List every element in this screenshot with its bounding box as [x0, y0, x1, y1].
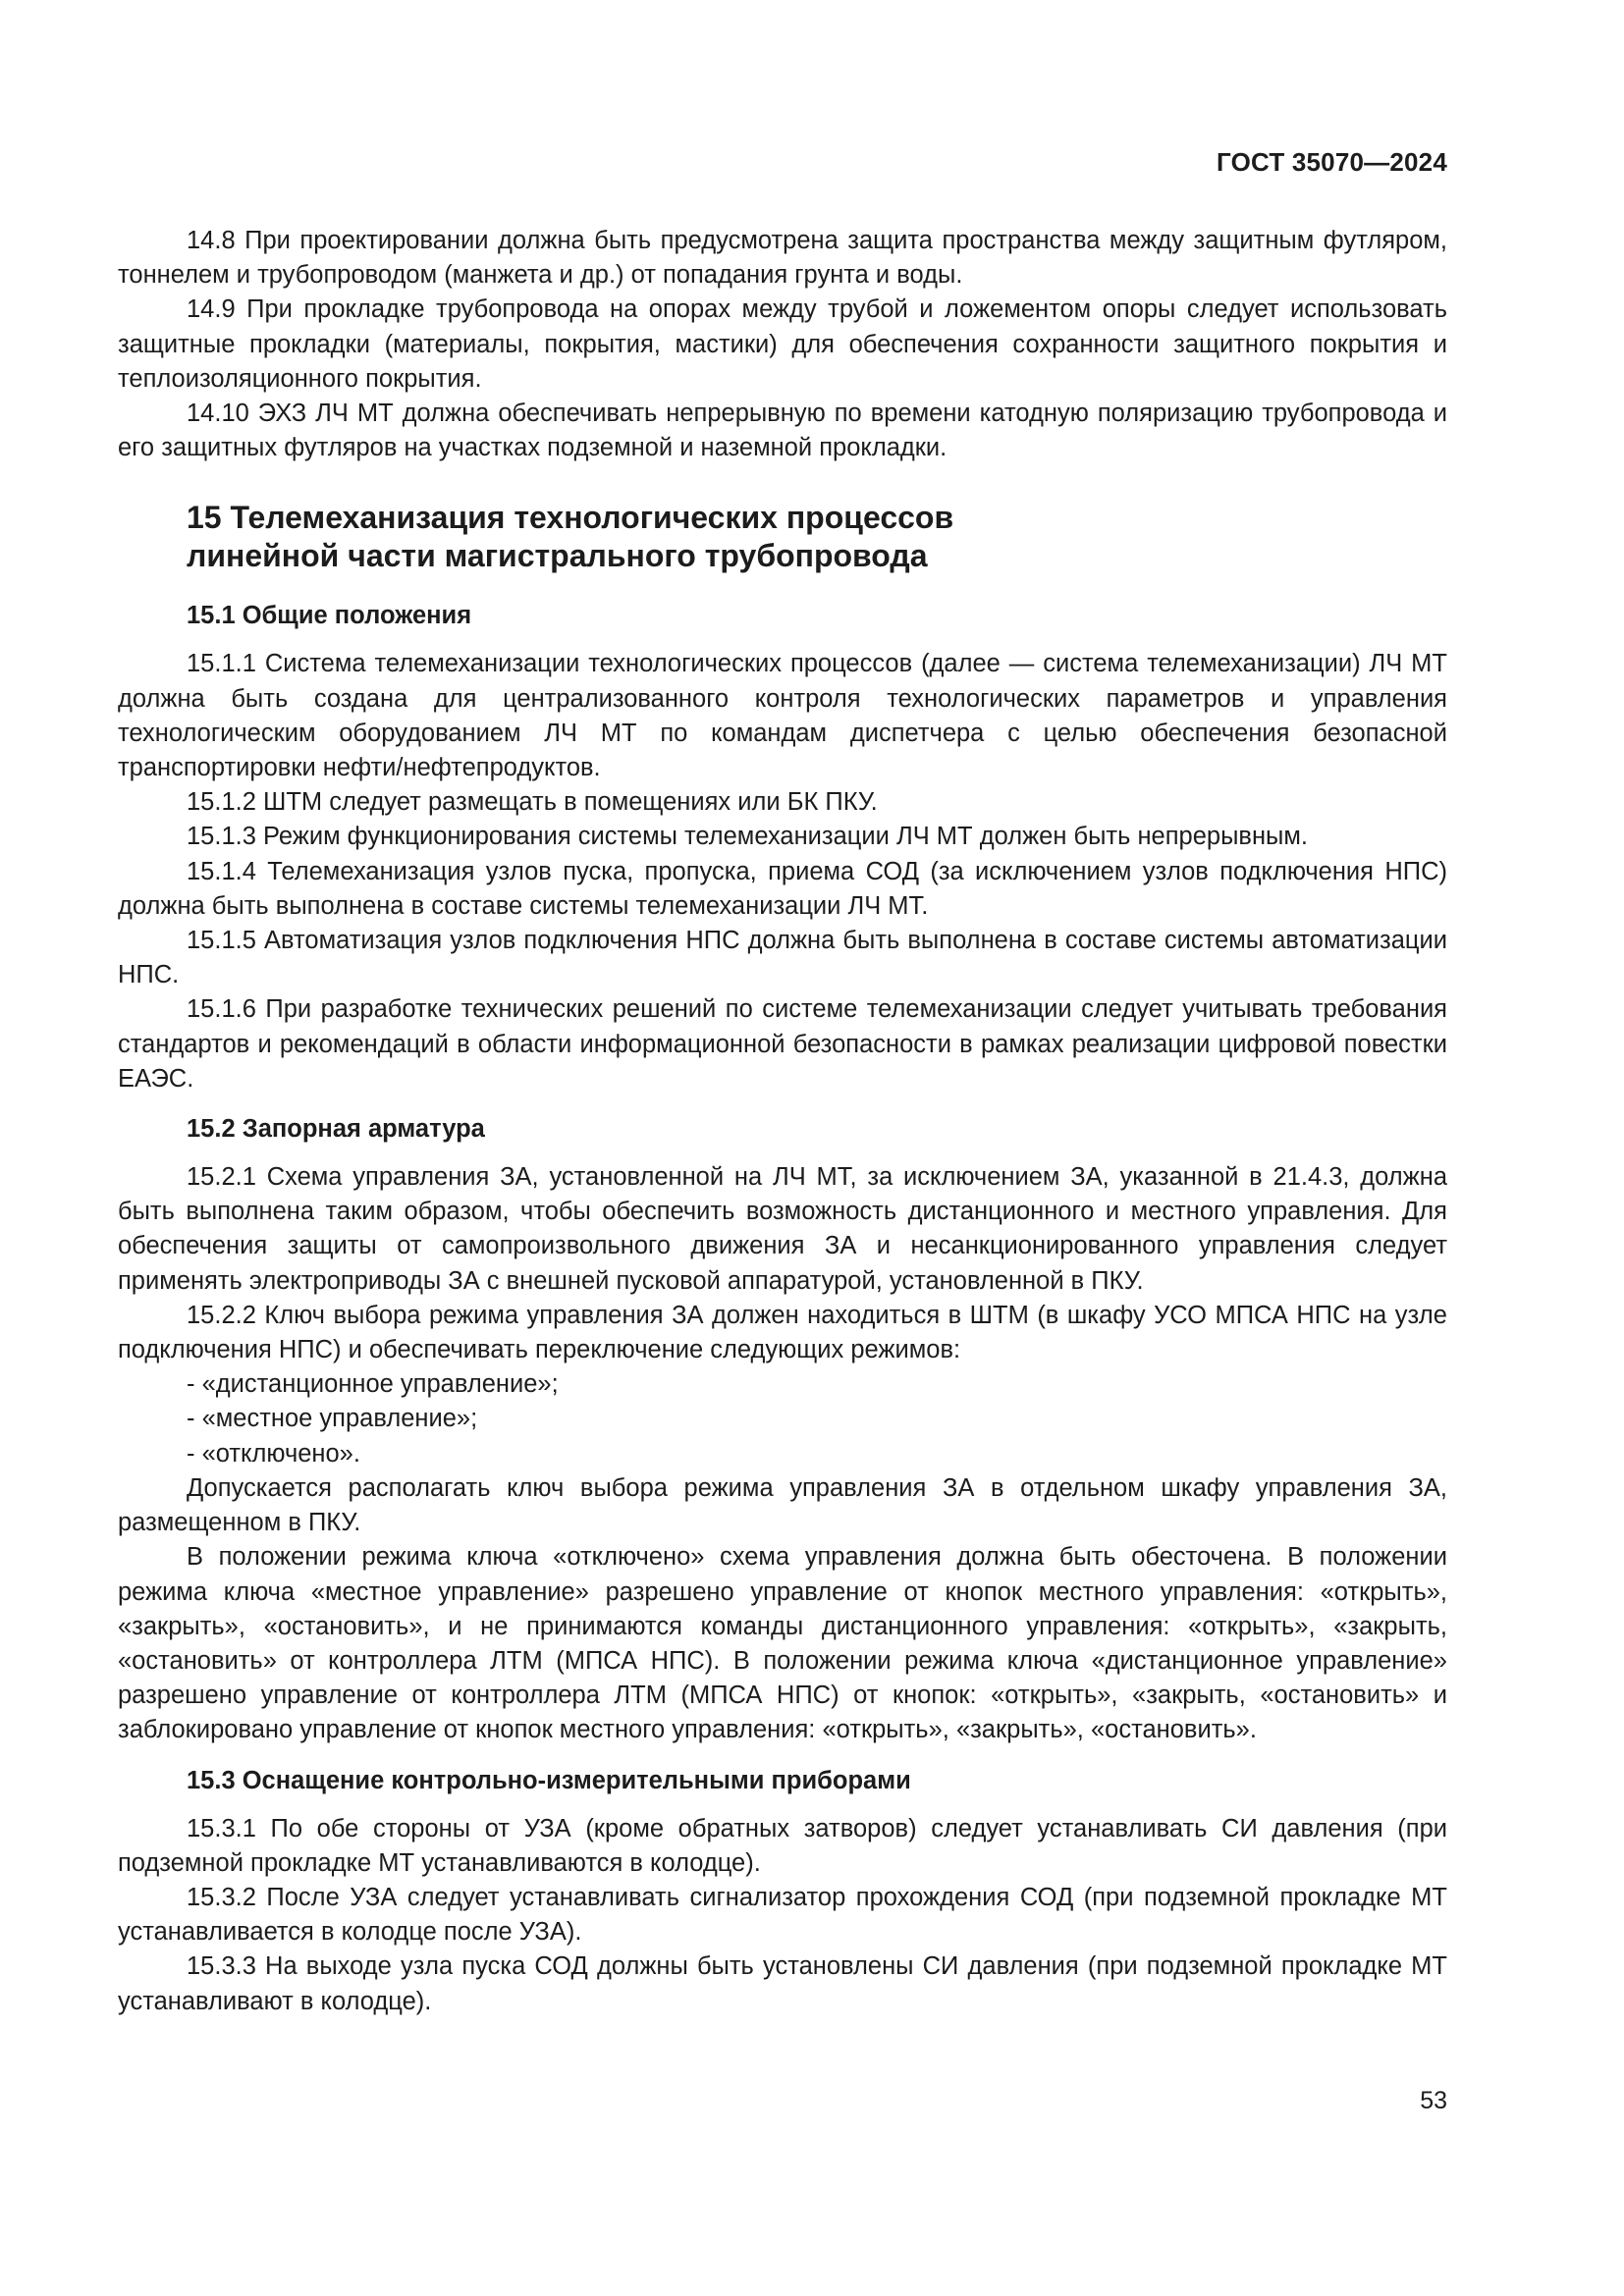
paragraph-15-2-2-modes: В положении режима ключа «отключено» схема управления должна быть обесточена. В положении режима ключа «местное управление» разрешено управление от кнопок местного управления: «открыть», «закрыть», «остановить», и не принимаются команды дистанционного управления: «открыть», «закрыть, «остановить» от контроллера ЛТМ (МПСА НПС). В положении режима ключа «дистанционное управление» разрешено управление от контроллера ЛТМ (МПСА НПС) от кнопок: «открыть», «закрыть, «остановить» и заблокировано управление от кнопок местного управления: «открыть», «закрыть», «остановить».	[118, 1543, 1447, 1744]
paragraph-15-2-2: 15.2.2 Ключ выбора режима управления ЗА должен находиться в ШТМ (в шкафу УСО МПСА НПС на узле подключения НПС) и обеспечивать переключение следующих режимов:	[118, 1301, 1447, 1364]
paragraph-15-2-2-note: Допускается располагать ключ выбора режима управления ЗА в отдельном шкафу управления ЗА, размещенном в ПКУ.	[118, 1473, 1447, 1537]
subsection-15-3-heading: 15.3 Оснащение контрольно-измерительными приборами	[187, 1766, 911, 1794]
section-15-title-line-2: линейной части магистрального трубопровода	[187, 538, 928, 574]
page-number: 53	[1420, 2087, 1447, 2114]
paragraph-15-3-2: 15.3.2 После УЗА следует устанавливать сигнализатор прохождения СОД (при подземной прокладке МТ устанавливается в колодце после УЗА).	[118, 1883, 1447, 1947]
subsection-15-2-heading: 15.2 Запорная арматура	[187, 1115, 485, 1144]
paragraph-15-1-2: 15.1.2 ШТМ следует размещать в помещениях или БК ПКУ.	[187, 788, 878, 817]
section-15-heading	[187, 499, 1447, 575]
paragraph-15-3-3: 15.3.3 На выходе узла пуска СОД должны быть установлены СИ давления (при подземной прокладке МТ устанавливают в колодце).	[118, 1952, 1447, 2015]
paragraph-15-1-5: 15.1.5 Автоматизация узлов подключения НПС должна быть выполнена в составе системы автоматизации НПС.	[118, 927, 1447, 989]
paragraph-15-3-1: 15.3.1 По обе стороны от УЗА (кроме обратных затворов) следует устанавливать СИ давления (при подземной прокладке МТ устанавливаются в колодце).	[118, 1814, 1447, 1877]
paragraph-14-8: 14.8 При проектировании должна быть предусмотрена защита пространства между защитным футляром, тоннелем и трубопроводом (манжета и др.) от попадания грунта и воды.	[118, 227, 1447, 290]
paragraph-15-1-6: 15.1.6 При разработке технических решений по системе телемеханизации следует учитывать требования стандартов и рекомендаций в области информационной безопасности в рамках реализации цифровой повестки ЕАЭС.	[118, 995, 1447, 1093]
section-15-title-line-1: 15 Телемеханизация технологических процессов	[187, 500, 954, 536]
paragraph-15-1-4: 15.1.4 Телемеханизация узлов пуска, пропуска, приема СОД (за исключением узлов подключения НПС) должна быть выполнена в составе системы телемеханизации ЛЧ МТ.	[118, 857, 1447, 920]
paragraph-15-1-1: 15.1.1 Система телемеханизации технологических процессов (далее — система телемеханизации) ЛЧ МТ должна быть создана для централизованного контроля технологических параметров и управления технологическим оборудованием ЛЧ МТ по командам диспетчера с целью обеспечения безопасной транспортировки нефти/нефтепродуктов.	[118, 650, 1447, 782]
list-item-local-control: - «местное управление»;	[187, 1405, 478, 1433]
document-code: ГОСТ 35070—2024	[1217, 147, 1447, 177]
document-body	[118, 224, 1447, 2019]
list-item-off: - «отключено».	[187, 1439, 360, 1468]
paragraph-14-9: 14.9 При прокладке трубопровода на опорах между трубой и ложементом опоры следует использовать защитные прокладки (материалы, покрытия, мастики) для обеспечения сохранности защитного покрытия и теплоизоляционного покрытия.	[118, 295, 1447, 393]
list-item-remote-control: - «дистанционное управление»;	[187, 1370, 559, 1399]
paragraph-15-2-1: 15.2.1 Схема управления ЗА, установленной на ЛЧ МТ, за исключением ЗА, указанной в 21.4.3, должна быть выполнена таким образом, чтобы обеспечить возможность дистанционного и местного управления. Для обеспечения защиты от самопроизвольного движения ЗА и несанкционированного управления следует применять электроприводы ЗА с внешней пусковой аппаратурой, установленной в ПКУ.	[118, 1163, 1447, 1295]
paragraph-14-10: 14.10 ЭХЗ ЛЧ МТ должна обеспечивать непрерывную по времени катодную поляризацию трубопровода и его защитных футляров на участках подземной и наземной прокладки.	[118, 400, 1447, 462]
paragraph-15-1-3: 15.1.3 Режим функционирования системы телемеханизации ЛЧ МТ должен быть непрерывным.	[187, 823, 1308, 851]
subsection-15-1-heading: 15.1 Общие положения	[187, 602, 472, 630]
